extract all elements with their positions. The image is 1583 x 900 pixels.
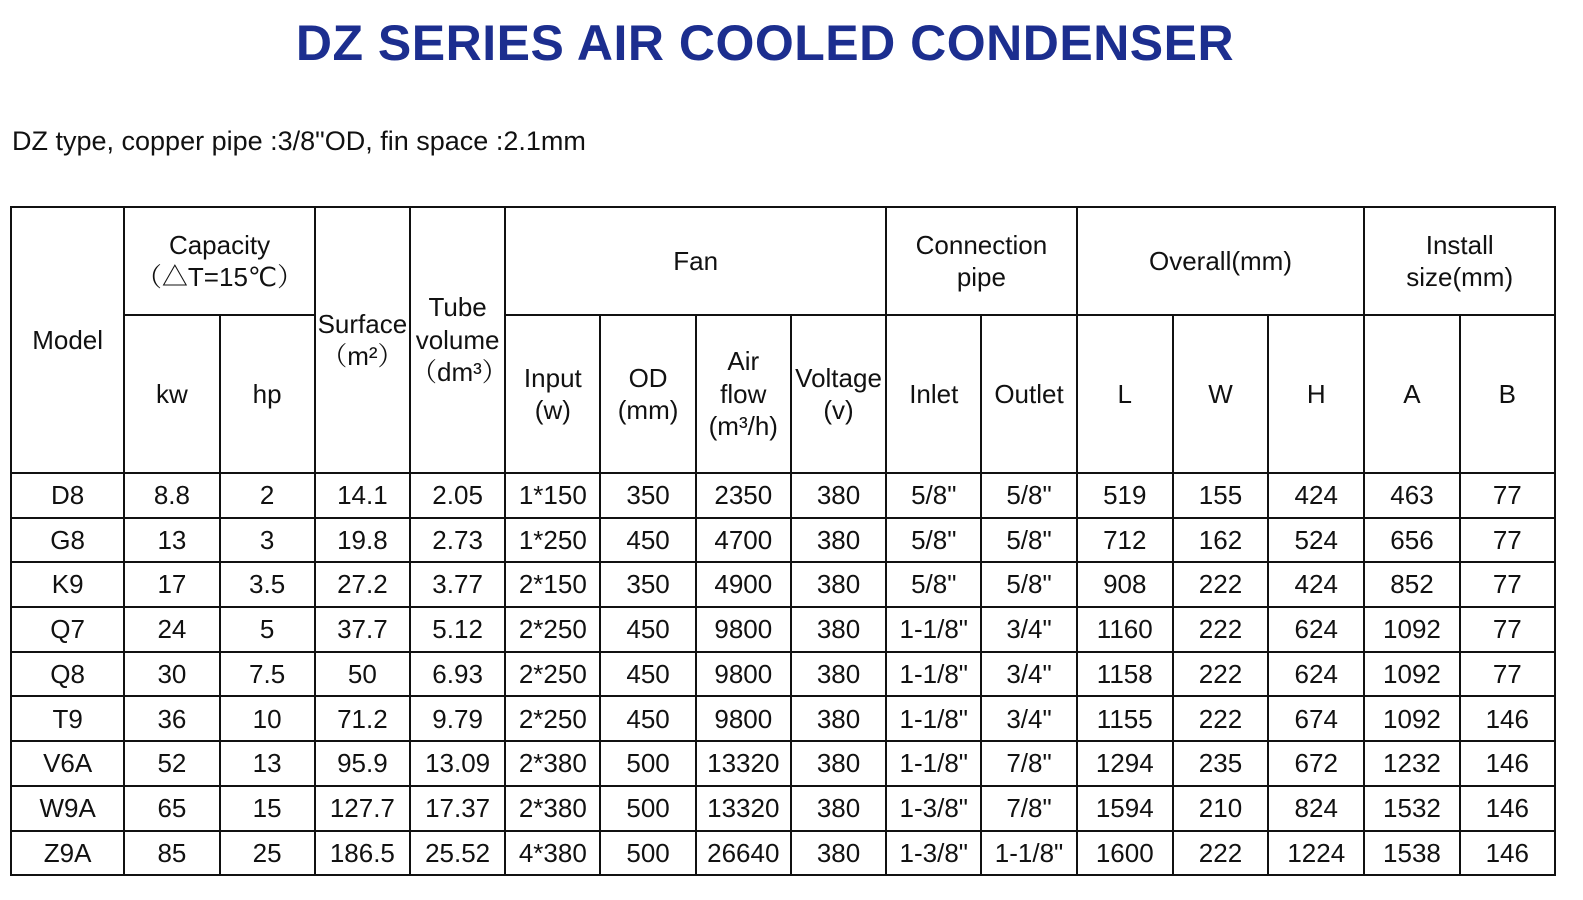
cell-inlet: 1-1/8" (886, 741, 981, 786)
spec-subtitle: DZ type, copper pipe :3/8"OD, fin space :2.1mm (12, 126, 586, 156)
cell-B: 77 (1460, 518, 1555, 563)
spec-table-body (11, 473, 1555, 875)
cell-hp: 3 (220, 518, 315, 563)
cell-surface: 127.7 (315, 786, 410, 831)
cell-kw: 30 (124, 652, 219, 697)
cell-tube-volume: 17.37 (410, 786, 505, 831)
header-row-sub (11, 315, 1555, 473)
table-row (11, 741, 1555, 786)
header-connection-pipe: Connection pipe (886, 207, 1076, 315)
cell-fan-od: 500 (600, 786, 695, 831)
cell-surface: 27.2 (315, 562, 410, 607)
table-row (11, 562, 1555, 607)
header-hp: hp (220, 315, 315, 473)
cell-W: 222 (1173, 607, 1268, 652)
cell-fan-airflow: 9800 (696, 696, 791, 741)
header-tube-volume: Tube volume （dm³） (410, 207, 505, 473)
cell-outlet: 5/8" (981, 473, 1076, 518)
cell-inlet: 1-3/8" (886, 786, 981, 831)
cell-fan-airflow: 2350 (696, 473, 791, 518)
cell-B: 77 (1460, 607, 1555, 652)
cell-outlet: 7/8" (981, 741, 1076, 786)
condenser-spec-table (10, 206, 1556, 876)
cell-tube-volume: 13.09 (410, 741, 505, 786)
header-B: B (1460, 315, 1555, 473)
header-W: W (1173, 315, 1268, 473)
header-fan-od: OD (mm) (600, 315, 695, 473)
table-row (11, 473, 1555, 518)
cell-fan-od: 450 (600, 652, 695, 697)
cell-model: W9A (11, 786, 124, 831)
cell-H: 674 (1268, 696, 1364, 741)
cell-hp: 3.5 (220, 562, 315, 607)
cell-fan-od: 450 (600, 696, 695, 741)
cell-surface: 50 (315, 652, 410, 697)
cell-fan-od: 350 (600, 473, 695, 518)
cell-fan-airflow: 26640 (696, 831, 791, 876)
cell-fan-input: 2*380 (505, 741, 600, 786)
cell-hp: 13 (220, 741, 315, 786)
cell-B: 146 (1460, 786, 1555, 831)
cell-H: 824 (1268, 786, 1364, 831)
cell-kw: 36 (124, 696, 219, 741)
cell-outlet: 3/4" (981, 652, 1076, 697)
cell-inlet: 5/8" (886, 562, 981, 607)
cell-tube-volume: 5.12 (410, 607, 505, 652)
cell-fan-od: 350 (600, 562, 695, 607)
cell-L: 908 (1077, 562, 1173, 607)
header-capacity: Capacity （△T=15℃） (124, 207, 314, 315)
cell-fan-voltage: 380 (791, 518, 886, 563)
cell-fan-od: 450 (600, 607, 695, 652)
cell-fan-input: 4*380 (505, 831, 600, 876)
header-outlet: Outlet (981, 315, 1076, 473)
cell-A: 1092 (1364, 696, 1459, 741)
cell-outlet: 5/8" (981, 518, 1076, 563)
cell-B: 77 (1460, 473, 1555, 518)
header-L: L (1077, 315, 1173, 473)
cell-B: 77 (1460, 562, 1555, 607)
cell-fan-od: 450 (600, 518, 695, 563)
cell-A: 852 (1364, 562, 1459, 607)
cell-B: 146 (1460, 696, 1555, 741)
table-row (11, 652, 1555, 697)
header-fan-input: Input (w) (505, 315, 600, 473)
cell-inlet: 1-1/8" (886, 652, 981, 697)
cell-surface: 71.2 (315, 696, 410, 741)
table-row (11, 696, 1555, 741)
cell-model: Q8 (11, 652, 124, 697)
cell-hp: 10 (220, 696, 315, 741)
cell-kw: 52 (124, 741, 219, 786)
cell-W: 222 (1173, 831, 1268, 876)
cell-fan-voltage: 380 (791, 652, 886, 697)
cell-inlet: 1-1/8" (886, 607, 981, 652)
cell-W: 155 (1173, 473, 1268, 518)
cell-fan-voltage: 380 (791, 741, 886, 786)
cell-tube-volume: 25.52 (410, 831, 505, 876)
cell-fan-airflow: 9800 (696, 652, 791, 697)
cell-model: K9 (11, 562, 124, 607)
cell-fan-input: 2*250 (505, 652, 600, 697)
cell-model: G8 (11, 518, 124, 563)
cell-tube-volume: 3.77 (410, 562, 505, 607)
cell-W: 222 (1173, 652, 1268, 697)
cell-H: 624 (1268, 607, 1364, 652)
cell-H: 524 (1268, 518, 1364, 563)
cell-L: 712 (1077, 518, 1173, 563)
cell-inlet: 1-3/8" (886, 831, 981, 876)
cell-inlet: 5/8" (886, 518, 981, 563)
cell-hp: 15 (220, 786, 315, 831)
cell-B: 146 (1460, 741, 1555, 786)
cell-H: 1224 (1268, 831, 1364, 876)
cell-fan-airflow: 13320 (696, 741, 791, 786)
header-kw: kw (124, 315, 219, 473)
cell-fan-voltage: 380 (791, 473, 886, 518)
cell-inlet: 5/8" (886, 473, 981, 518)
cell-A: 1092 (1364, 652, 1459, 697)
cell-W: 162 (1173, 518, 1268, 563)
cell-fan-input: 2*380 (505, 786, 600, 831)
header-install-size: Install size(mm) (1364, 207, 1555, 315)
cell-fan-airflow: 9800 (696, 607, 791, 652)
cell-outlet: 3/4" (981, 607, 1076, 652)
header-fan-airflow: Air flow (m³/h) (696, 315, 791, 473)
cell-tube-volume: 2.73 (410, 518, 505, 563)
cell-tube-volume: 9.79 (410, 696, 505, 741)
table-row (11, 831, 1555, 876)
header-fan: Fan (505, 207, 886, 315)
cell-surface: 186.5 (315, 831, 410, 876)
cell-W: 235 (1173, 741, 1268, 786)
header-model: Model (11, 207, 124, 473)
cell-fan-voltage: 380 (791, 831, 886, 876)
cell-kw: 17 (124, 562, 219, 607)
header-inlet: Inlet (886, 315, 981, 473)
cell-H: 424 (1268, 562, 1364, 607)
cell-W: 210 (1173, 786, 1268, 831)
cell-L: 1158 (1077, 652, 1173, 697)
page-title: DZ SERIES AIR COOLED CONDENSER (295, 15, 1235, 71)
table-row (11, 518, 1555, 563)
header-H: H (1268, 315, 1364, 473)
cell-fan-airflow: 13320 (696, 786, 791, 831)
cell-model: Z9A (11, 831, 124, 876)
header-surface: Surface （m²） (315, 207, 410, 473)
cell-fan-airflow: 4700 (696, 518, 791, 563)
cell-model: Q7 (11, 607, 124, 652)
cell-tube-volume: 2.05 (410, 473, 505, 518)
cell-fan-airflow: 4900 (696, 562, 791, 607)
table-row (11, 607, 1555, 652)
cell-A: 463 (1364, 473, 1459, 518)
cell-inlet: 1-1/8" (886, 696, 981, 741)
cell-fan-input: 2*150 (505, 562, 600, 607)
cell-surface: 14.1 (315, 473, 410, 518)
cell-A: 1092 (1364, 607, 1459, 652)
header-A: A (1364, 315, 1459, 473)
cell-tube-volume: 6.93 (410, 652, 505, 697)
cell-L: 1600 (1077, 831, 1173, 876)
cell-L: 1155 (1077, 696, 1173, 741)
cell-outlet: 7/8" (981, 786, 1076, 831)
header-row-group (11, 207, 1555, 315)
cell-hp: 7.5 (220, 652, 315, 697)
cell-fan-input: 2*250 (505, 607, 600, 652)
cell-kw: 13 (124, 518, 219, 563)
cell-surface: 95.9 (315, 741, 410, 786)
cell-fan-voltage: 380 (791, 696, 886, 741)
cell-B: 146 (1460, 831, 1555, 876)
cell-L: 1160 (1077, 607, 1173, 652)
cell-hp: 2 (220, 473, 315, 518)
cell-A: 1232 (1364, 741, 1459, 786)
cell-kw: 24 (124, 607, 219, 652)
cell-H: 624 (1268, 652, 1364, 697)
cell-H: 424 (1268, 473, 1364, 518)
cell-A: 1538 (1364, 831, 1459, 876)
cell-fan-od: 500 (600, 741, 695, 786)
cell-model: D8 (11, 473, 124, 518)
cell-fan-input: 2*250 (505, 696, 600, 741)
cell-outlet: 1-1/8" (981, 831, 1076, 876)
cell-A: 656 (1364, 518, 1459, 563)
cell-W: 222 (1173, 562, 1268, 607)
header-overall: Overall(mm) (1077, 207, 1365, 315)
cell-fan-input: 1*150 (505, 473, 600, 518)
cell-kw: 85 (124, 831, 219, 876)
cell-H: 672 (1268, 741, 1364, 786)
cell-kw: 65 (124, 786, 219, 831)
cell-model: V6A (11, 741, 124, 786)
cell-W: 222 (1173, 696, 1268, 741)
header-fan-voltage: Voltage (v) (791, 315, 886, 473)
cell-outlet: 3/4" (981, 696, 1076, 741)
cell-A: 1532 (1364, 786, 1459, 831)
cell-L: 1294 (1077, 741, 1173, 786)
cell-model: T9 (11, 696, 124, 741)
table-row (11, 786, 1555, 831)
cell-hp: 25 (220, 831, 315, 876)
cell-surface: 19.8 (315, 518, 410, 563)
cell-fan-voltage: 380 (791, 607, 886, 652)
cell-kw: 8.8 (124, 473, 219, 518)
cell-L: 519 (1077, 473, 1173, 518)
cell-B: 77 (1460, 652, 1555, 697)
cell-fan-input: 1*250 (505, 518, 600, 563)
cell-outlet: 5/8" (981, 562, 1076, 607)
cell-hp: 5 (220, 607, 315, 652)
cell-fan-od: 500 (600, 831, 695, 876)
cell-fan-voltage: 380 (791, 786, 886, 831)
cell-surface: 37.7 (315, 607, 410, 652)
cell-fan-voltage: 380 (791, 562, 886, 607)
cell-L: 1594 (1077, 786, 1173, 831)
